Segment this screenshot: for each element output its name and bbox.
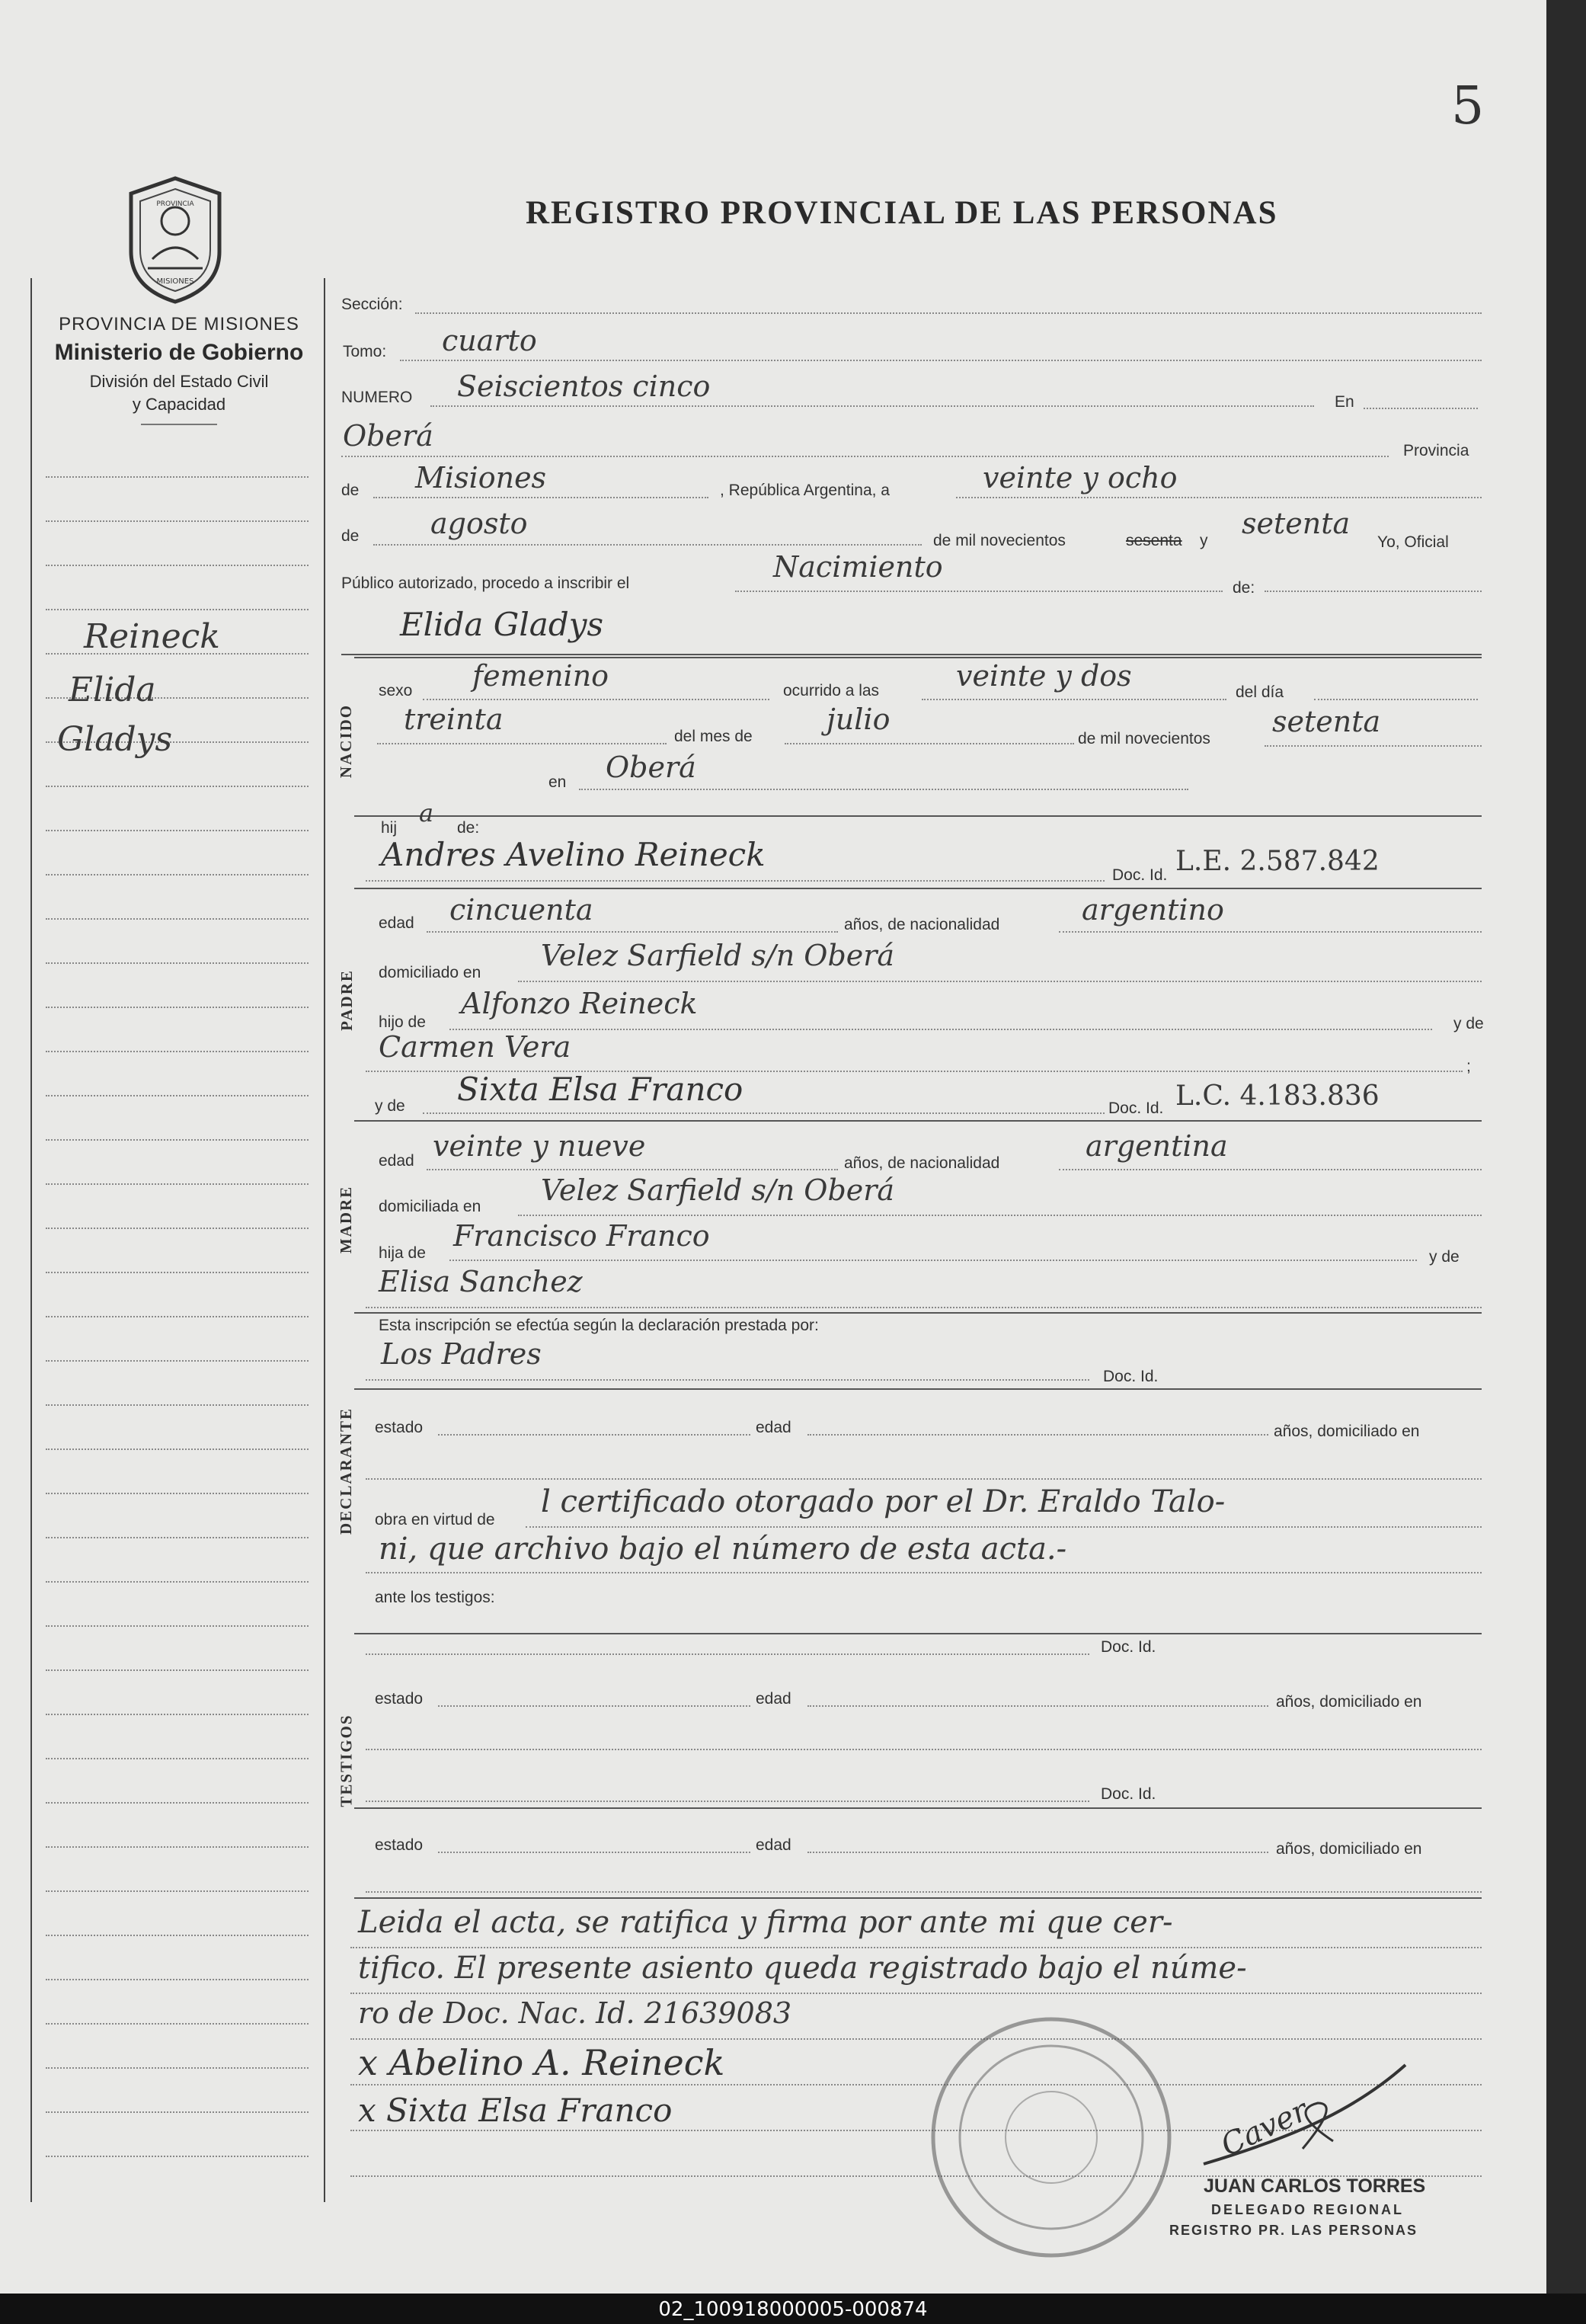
margin-note-name2: Gladys — [57, 720, 173, 759]
margin-rule — [46, 1846, 309, 1848]
label-testigo1-edad: edad — [756, 1690, 791, 1708]
value-provincia: Misiones — [415, 461, 547, 495]
label-testigo2-estado: estado — [375, 1836, 424, 1854]
province-label: PROVINCIA DE MISIONES — [59, 314, 299, 335]
value-madre-doc: L.C. 4.183.836 — [1175, 1080, 1380, 1112]
line-dia — [377, 743, 667, 744]
label-declarante-anos: años, domiciliado en — [1274, 1423, 1420, 1440]
line-fecha-mes — [373, 544, 922, 546]
line-closing-2 — [350, 1993, 1482, 1994]
label-testigo2-edad: edad — [756, 1836, 791, 1854]
label-madre-nacionalidad: años, de nacionalidad — [844, 1154, 1000, 1172]
line-anio — [1265, 745, 1482, 747]
line-madre-hija-de — [449, 1260, 1417, 1261]
margin-rule — [46, 1979, 309, 1980]
page-number: 5 — [1451, 76, 1485, 136]
header-rule — [141, 424, 217, 425]
value-madre-nacionalidad: argentina — [1086, 1129, 1228, 1163]
value-obra-line1: l certificado otorgado por el Dr. Eraldo Talo- — [541, 1484, 1226, 1519]
margin-rule — [46, 874, 309, 876]
line-padre-nombre — [366, 880, 1105, 882]
seal-top-text: PROVINCIA — [156, 200, 194, 208]
line-madre-madre — [366, 1307, 1482, 1308]
line-declarante-domicilio — [366, 1478, 1482, 1480]
rule-padre-top — [354, 888, 1482, 889]
label-padre-y-de: y de — [1453, 1015, 1484, 1032]
footer-id: 02_100918000005-000874 — [658, 2298, 928, 2321]
line-testigo1-estado — [438, 1705, 750, 1707]
label-madre-y-de: y de — [375, 1097, 405, 1115]
value-dia: treinta — [404, 703, 504, 736]
margin-note-surname: Reineck — [84, 617, 220, 656]
value-obra-line2: ni, que archivo bajo el número de esta acta.- — [379, 1532, 1067, 1567]
value-madre-madre: Elisa Sanchez — [379, 1265, 583, 1298]
official-signature-stroke — [1188, 2057, 1417, 2179]
line-testigo1-domicilio — [366, 1749, 1482, 1750]
margin-rule — [46, 476, 309, 478]
line-lugar-nac — [579, 789, 1188, 790]
label-obra: obra en virtud de — [375, 1511, 495, 1529]
line-acto — [735, 591, 1223, 592]
line-numero — [430, 405, 1314, 407]
label-seccion: Sección: — [341, 296, 403, 313]
provincial-seal — [122, 175, 229, 305]
official-stamp — [926, 2012, 1177, 2263]
line-testigo1-nombre — [366, 1653, 1089, 1655]
label-publico: Público autorizado, procedo a inscribir el — [341, 575, 630, 592]
line-obra-1 — [526, 1526, 1482, 1528]
value-nombre: Elida Gladys — [400, 606, 603, 643]
value-sexo: femenino — [472, 659, 609, 693]
section-testigos: TESTIGOS — [337, 1713, 356, 1807]
rule-nacido-top — [354, 657, 1482, 658]
image-footer — [0, 2294, 1586, 2324]
value-padre-domicilio: Velez Sarfield s/n Oberá — [541, 939, 895, 972]
margin-rule — [46, 520, 309, 522]
label-del-mes: del mes de — [674, 728, 753, 745]
label-testigo1-estado: estado — [375, 1690, 424, 1708]
value-en-lugar: Oberá — [343, 419, 433, 453]
line-obra-2 — [366, 1572, 1482, 1573]
ministry-label: Ministerio de Gobierno — [54, 340, 304, 365]
line-testigo2-estado — [438, 1852, 750, 1853]
label-numero: NUMERO — [341, 389, 413, 406]
label-testigo2-anos: años, domiciliado en — [1276, 1840, 1422, 1858]
division-label-2: y Capacidad — [132, 395, 226, 414]
left-margin-line — [30, 278, 32, 2202]
scan-edge — [1546, 0, 1586, 2294]
line-padre-nacionalidad — [1059, 931, 1482, 933]
margin-rule — [46, 1183, 309, 1185]
rule-testigo2 — [354, 1807, 1482, 1809]
label-de-mes: de — [341, 527, 360, 545]
line-closing-3 — [350, 2038, 1482, 2040]
label-testigo1-anos: años, domiciliado en — [1276, 1693, 1422, 1711]
margin-rule — [46, 1095, 309, 1096]
label-y: y — [1200, 532, 1208, 549]
section-declarante: DECLARANTE — [337, 1407, 356, 1535]
margin-rule — [46, 2023, 309, 2025]
margin-rule — [46, 1625, 309, 1627]
value-hij-suffix: a — [419, 799, 434, 827]
margin-rule — [46, 2111, 309, 2113]
official-name: JUAN CARLOS TORRES — [1204, 2175, 1426, 2197]
registry-title: REGISTRO PROVINCIAL DE LAS PERSONAS — [526, 195, 1278, 231]
value-padre-edad: cincuenta — [449, 893, 593, 927]
line-fecha-dia — [956, 497, 1482, 498]
official-role: DELEGADO REGIONAL — [1211, 2202, 1405, 2217]
label-provincia: Provincia — [1403, 442, 1469, 459]
label-de-nombre: de: — [1233, 579, 1255, 597]
margin-rule — [46, 1404, 309, 1406]
value-madre-nombre: Sixta Elsa Franco — [457, 1071, 743, 1108]
value-madre-hija-de: Francisco Franco — [453, 1219, 710, 1253]
margin-rule — [46, 1272, 309, 1273]
label-de-padres: de: — [457, 819, 480, 837]
line-en — [1364, 408, 1478, 409]
label-sexo: sexo — [379, 682, 413, 699]
label-padre-domicilio: domiciliado en — [379, 964, 481, 981]
label-madre-y-de: y de — [1429, 1248, 1460, 1266]
margin-note-name1: Elida — [69, 671, 156, 709]
label-declarante-estado: estado — [375, 1419, 424, 1436]
line-madre-nacionalidad — [1059, 1169, 1482, 1170]
margin-rule — [46, 1360, 309, 1362]
rule-testigos-bottom — [354, 1897, 1482, 1899]
value-madre-edad: veinte y nueve — [433, 1129, 646, 1163]
label-yo-oficial: Yo, Oficial — [1377, 533, 1449, 551]
margin-rule — [46, 1051, 309, 1052]
margin-rule — [46, 1890, 309, 1892]
line-padre-hijo-de — [449, 1029, 1432, 1030]
label-padre-edad: edad — [379, 914, 414, 932]
line-madre-nombre — [423, 1112, 1105, 1114]
label-declarante-edad: edad — [756, 1419, 791, 1436]
margin-rule — [46, 1228, 309, 1229]
line-del-dia — [1314, 699, 1478, 700]
rule-madre-bottom — [354, 1312, 1482, 1314]
margin-rule — [46, 1493, 309, 1494]
label-semicolon: ; — [1466, 1058, 1471, 1075]
value-padre-madre: Carmen Vera — [379, 1030, 571, 1064]
rule-madre-top — [354, 1120, 1482, 1122]
signature-father: x Abelino A. Reineck — [358, 2042, 725, 2083]
margin-rule — [46, 786, 309, 787]
signature-mother: x Sixta Elsa Franco — [358, 2092, 673, 2129]
line-sexo — [423, 699, 769, 700]
line-seccion — [415, 312, 1482, 314]
value-declarante: Los Padres — [381, 1337, 542, 1371]
label-madre-domicilio: domiciliada en — [379, 1198, 481, 1215]
label-del-dia: del día — [1236, 683, 1284, 701]
margin-rule — [46, 1758, 309, 1759]
section-padre: PADRE — [337, 969, 356, 1031]
label-ante-testigos: ante los testigos: — [375, 1589, 495, 1606]
margin-rule — [46, 565, 309, 566]
line-tomo — [400, 360, 1482, 361]
label-mil-novecientos-2: de mil novecientos — [1078, 730, 1210, 747]
label-de-provincia: de — [341, 482, 360, 499]
official-signature: Caver — [1215, 2092, 1313, 2164]
closing-line2: tifico. El presente asiento queda registrado bajo el núme- — [358, 1951, 1247, 1986]
margin-rule — [46, 1448, 309, 1450]
line-testigo2-nombre — [366, 1801, 1089, 1802]
line-madre-edad — [427, 1169, 838, 1170]
value-padre-doc: L.E. 2.587.842 — [1175, 846, 1380, 877]
line-declarante-estado — [438, 1434, 750, 1436]
value-anio: setenta — [1272, 705, 1381, 738]
label-republica: , República Argentina, a — [720, 482, 890, 499]
line-declarante — [366, 1379, 1089, 1381]
division-label-1: División del Estado Civil — [89, 372, 269, 391]
rule-nombre — [341, 654, 1482, 655]
margin-rule — [46, 609, 309, 610]
line-testigo1-edad — [807, 1705, 1268, 1707]
official-office: REGISTRO PR. LAS PERSONAS — [1169, 2223, 1418, 2238]
label-testigo2-doc: Doc. Id. — [1101, 1785, 1156, 1803]
seal-bottom-text: MISIONES — [156, 277, 194, 286]
line-testigo2-domicilio — [366, 1891, 1482, 1893]
label-sesenta-struck: sesenta — [1126, 532, 1182, 549]
line-declarante-edad — [807, 1434, 1268, 1436]
value-hora: veinte y dos — [956, 659, 1132, 693]
line-testigo2-edad — [807, 1852, 1268, 1853]
label-mil-novecientos: de mil novecientos — [933, 532, 1066, 549]
line-closing-1 — [350, 1947, 1482, 1948]
margin-rule — [46, 1935, 309, 1936]
value-tomo: cuarto — [442, 324, 537, 357]
value-fecha-dia: veinte y ocho — [983, 461, 1178, 495]
line-hora — [922, 699, 1226, 700]
label-testigo1-doc: Doc. Id. — [1101, 1638, 1156, 1656]
margin-rule — [46, 1802, 309, 1804]
line-acto-end — [1265, 591, 1482, 592]
margin-rule — [46, 1669, 309, 1671]
margin-rule — [46, 962, 309, 964]
label-madre-hija-de: hija de — [379, 1244, 426, 1262]
margin-rule — [46, 1581, 309, 1583]
line-padre-edad — [427, 931, 838, 933]
value-madre-domicilio: Velez Sarfield s/n Oberá — [541, 1173, 895, 1207]
margin-rule — [46, 1139, 309, 1141]
label-inscripcion: Esta inscripción se efectúa según la declaración prestada por: — [379, 1317, 819, 1334]
value-acto: Nacimiento — [773, 550, 943, 584]
line-padre-domicilio — [518, 981, 1482, 982]
value-mes: julio — [827, 703, 891, 736]
rule-testigos-top — [354, 1633, 1482, 1634]
margin-rule — [46, 918, 309, 920]
label-padre-hijo-de: hijo de — [379, 1013, 426, 1031]
margin-rule — [46, 1537, 309, 1538]
closing-line3: ro de Doc. Nac. Id. 21639083 — [358, 1996, 792, 2030]
label-madre-doc: Doc. Id. — [1108, 1100, 1164, 1117]
label-declarante-doc: Doc. Id. — [1103, 1368, 1159, 1385]
margin-rule — [46, 1316, 309, 1317]
label-madre-edad: edad — [379, 1152, 414, 1170]
rule-nacido-bottom — [354, 815, 1482, 817]
line-mes — [785, 743, 1074, 744]
label-tomo: Tomo: — [343, 343, 387, 360]
line-madre-domicilio — [518, 1215, 1482, 1216]
section-madre: MADRE — [337, 1185, 356, 1253]
value-fecha-mes: agosto — [430, 507, 528, 540]
line-lugar — [341, 456, 1389, 457]
value-padre-nacionalidad: argentino — [1082, 893, 1224, 927]
value-lugar: Oberá — [606, 751, 696, 784]
label-padre-doc: Doc. Id. — [1112, 866, 1168, 884]
rule-declarante-top — [354, 1388, 1482, 1390]
value-numero: Seiscientos cinco — [457, 370, 711, 403]
closing-line1: Leida el acta, se ratifica y firma por ante mi que cer- — [358, 1905, 1173, 1940]
value-padre-nombre: Andres Avelino Reineck — [381, 836, 766, 873]
margin-rule — [46, 1714, 309, 1715]
label-ocurrido: ocurrido a las — [783, 682, 880, 699]
margin-rule — [46, 1007, 309, 1008]
margin-rule — [46, 830, 309, 831]
value-fecha-anio: setenta — [1242, 507, 1351, 540]
margin-rule — [46, 2156, 309, 2157]
margin-rule — [46, 2067, 309, 2069]
label-hij: hij — [381, 819, 398, 837]
section-nacido: NACIDO — [337, 703, 356, 779]
label-padre-nacionalidad: años, de nacionalidad — [844, 916, 1000, 933]
label-en-lugar: en — [548, 773, 567, 791]
line-provincia — [373, 497, 708, 498]
label-en: En — [1335, 393, 1354, 411]
value-padre-hijo-de: Alfonzo Reineck — [461, 987, 698, 1020]
